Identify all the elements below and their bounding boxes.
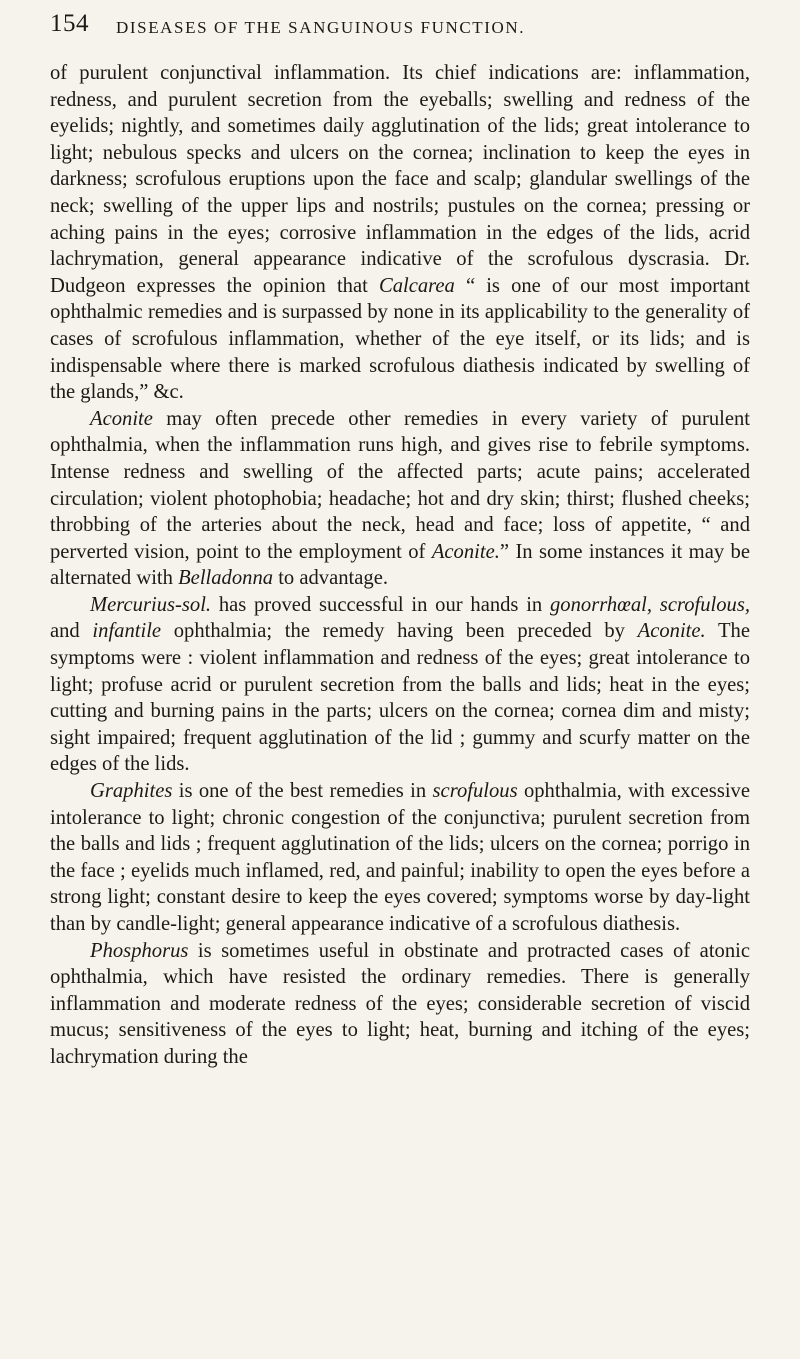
italic-term: infantile (92, 620, 162, 643)
paragraph-aconite (50, 406, 750, 592)
paragraph-graphites (50, 778, 750, 938)
text-run: The symptoms were : violent inflammation and redness of the eyes; great intolerance to light; profuse acrid or purulent secretion from the balls and lids; heat in the eyes; cutting and burning pains in the parts; ulcers on the cornea; cornea dim and misty; sight impaired; frequent agglutination of the lid ; gummy and scurfy matter on the edges of the lids. (50, 620, 750, 776)
running-title: DISEASES OF THE SANGUINOUS FUNCTION. (116, 18, 526, 37)
text-run: is sometimes useful in obstinate and protracted cases of atonic ophthalmia, which have resisted the ordinary remedies. There is generally inflammation and moderate redness of the eyes; considerable secretion of viscid mucus; sensitiveness of the eyes to light; heat, burning and itching of the eyes; lachrymation during the (50, 939, 750, 1068)
page-number: 154 (50, 10, 89, 37)
text-run: “ is one of our most important ophthalmic remedies and is surpassed by none in its applicability to the generality of cases of scrofulous inflammation, whether of the eye itself, or its lids; and is indispensable where there is marked scrofulous diathesis indicated by swelling of the glands,” &c. (50, 274, 750, 404)
text-run: has proved successful in our hands in (211, 593, 550, 616)
italic-term: Mercurius-sol. (90, 593, 212, 616)
text-run: is one of the best remedies in (172, 780, 433, 803)
italic-term: Aconite (90, 407, 153, 430)
text-run: ophthalmia, with excessive intolerance to light; chronic congestion of the conjunctiva; purulent secretion from the balls and lids ; frequent agglutination of the lids; ulcers on the cornea; porrigo in the face ; eyelids much inflamed, red, and painful; inability to open the eyes before a strong light; constant desire to keep the eyes covered; symptoms worse by day-light than by candle-light; general appearance indicative of a scrofulous diathesis. (50, 780, 750, 935)
text-run: of purulent conjunctival inflammation. Its chief indications are: inflammation, redness, and purulent secretion from the eyeballs; swelling and redness of the eyelids; nightly, and sometimes daily agglutination of the lids; great intolerance to light; nebulous specks and ulcers on the cornea; inclination to keep the eyes in darkness; scrofulous eruptions upon the face and scalp; glandular swellings of the neck; swelling of the upper lips and nostrils; pustules on the cornea; pressing or aching pains in the eyes; corrosive inflammation in the edges of the lids, acrid lachrymation, general appearance indicative of the scrofulous dyscrasia. Dr. Dudgeon expresses the opinion that (50, 62, 750, 297)
text-run: ” In some instances it may be alternated with (50, 540, 750, 590)
text-run: ophthalmia; the remedy having been preceded by (161, 620, 638, 643)
page-header (50, 10, 740, 42)
italic-term: Calcarea (378, 274, 455, 297)
italic-term: Aconite. (637, 620, 706, 643)
paragraph-phosphorus (50, 938, 750, 1071)
italic-term: Phosphorus (90, 939, 189, 962)
italic-term: scrofulous (432, 780, 518, 803)
text-run: and (50, 620, 93, 643)
paragraph-calcarea-continued (50, 60, 750, 406)
paragraph-mercurius (50, 592, 750, 778)
italic-term: gonorrhœal, scrofulous, (550, 593, 751, 616)
italic-term: Graphites (90, 780, 173, 803)
italic-term: Aconite. (431, 540, 500, 563)
text-run: to advantage. (273, 567, 388, 590)
text-run: may often precede other remedies in every variety of purulent ophthalmia, when the inflammation runs high, and gives rise to febrile symptoms. Intense redness and swelling of the affected parts; acute pains; accelerated circulation; violent photophobia; headache; hot and dry skin; thirst; flushed cheeks; throbbing of the arteries about the neck, head and face; loss of appetite, “ and perverted vision, point to the employment of (50, 407, 750, 563)
italic-term: Belladonna (178, 567, 274, 590)
body-text (50, 60, 750, 1071)
